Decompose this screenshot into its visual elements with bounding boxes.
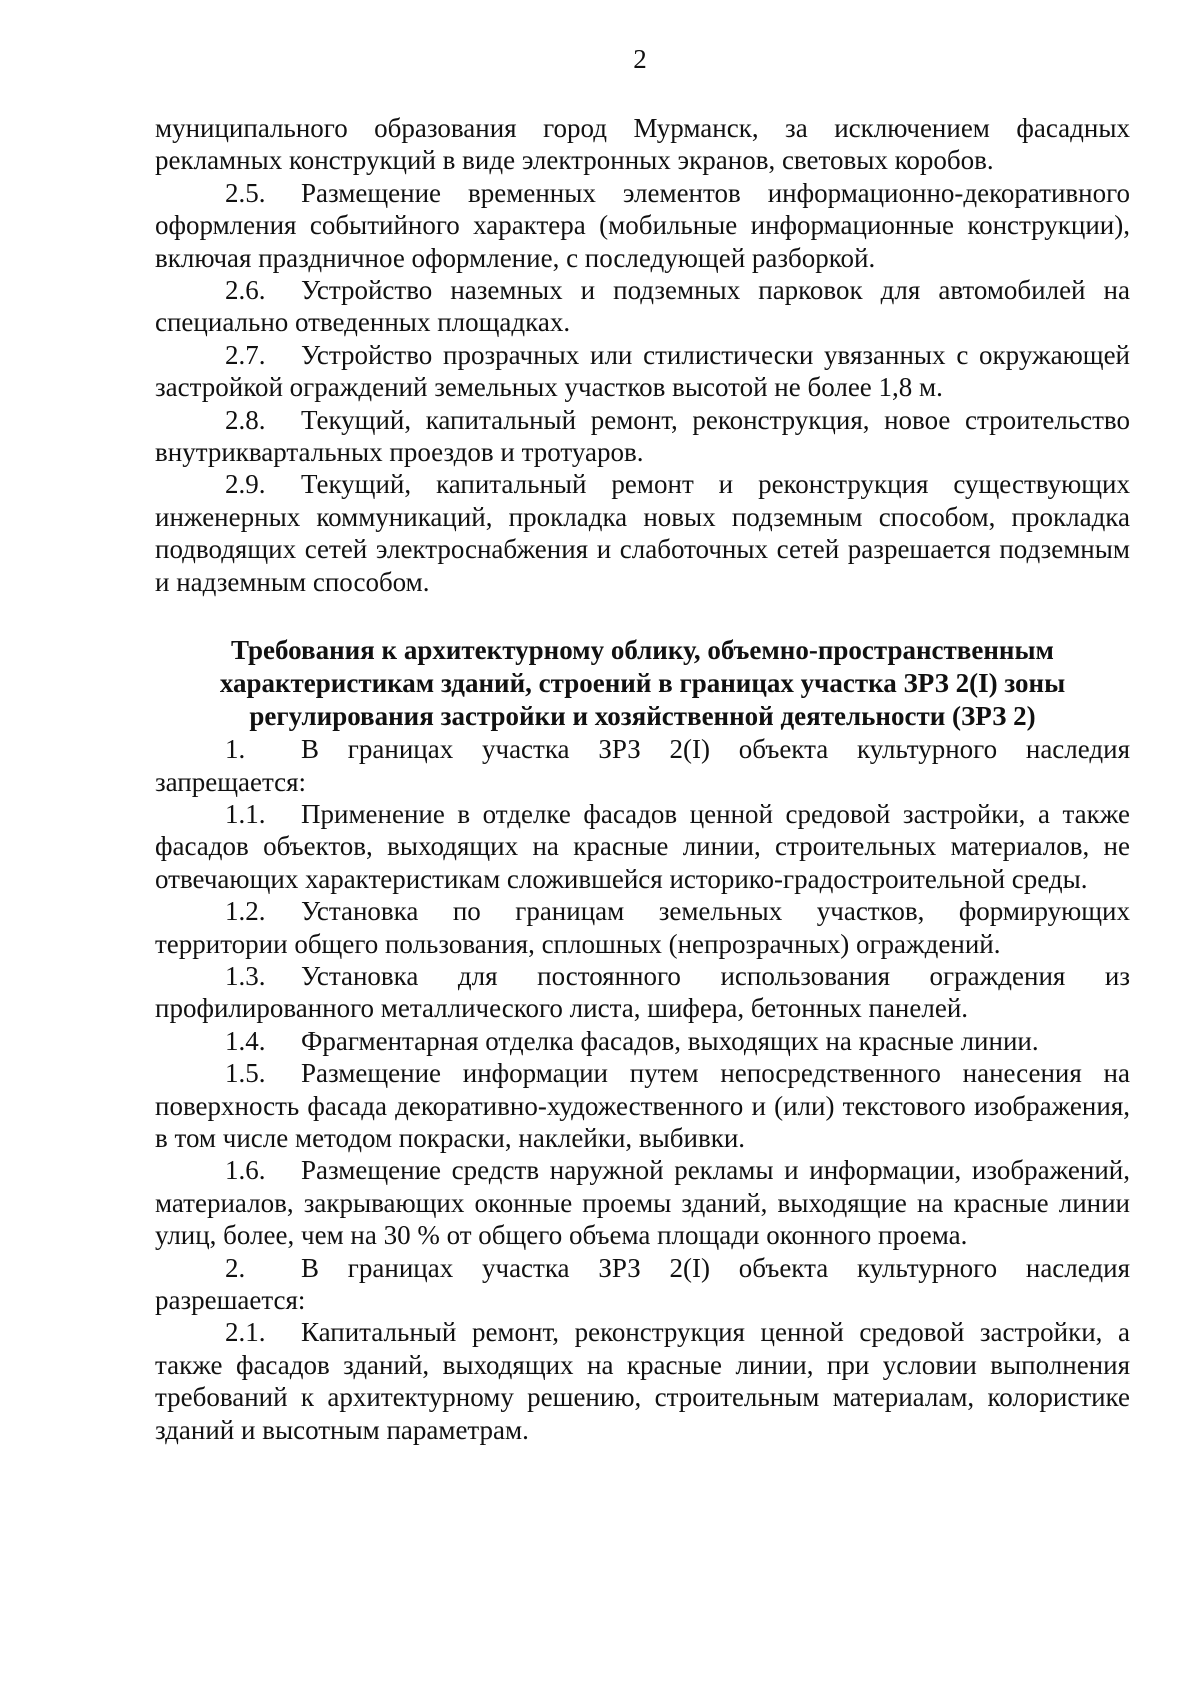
item-text: В границах участка ЗРЗ 2(I) объекта культурного наследия запрещается: <box>155 734 1130 797</box>
item-number: 2. <box>225 1252 246 1283</box>
item-text: Установка по границам земельных участков, формирующих территории общего пользования, сплошных (непрозрачных) ограждений. <box>155 896 1130 959</box>
heading-line: Требования к архитектурному облику, объемно-пространственным <box>231 635 1054 666</box>
page-number: 2 <box>633 44 647 74</box>
section-heading <box>155 634 1130 733</box>
item-text: Текущий, капитальный ремонт, реконструкция, новое строительство внутриквартальных проездов и тротуаров. <box>155 404 1130 468</box>
paragraph-1-3 <box>155 960 1130 1025</box>
item-number: 1.2. <box>225 896 266 927</box>
item-text: Капитальный ремонт, реконструкция ценной средовой застройки, а также фасадов зданий, выходящих на красные линии, при условии выполнения требований к архитектурному решению, строительным материалам, колористике зданий и высотным параметрам. <box>155 1317 1130 1445</box>
item-number: 1.5. <box>225 1058 266 1089</box>
item-number: 2.5. <box>225 177 266 208</box>
item-number: 1.3. <box>225 960 266 991</box>
paragraph-1-1 <box>155 798 1130 895</box>
item-number: 1.4. <box>225 1025 266 1056</box>
heading-line: регулирования застройки и хозяйственной деятельности (ЗРЗ 2) <box>249 701 1036 732</box>
paragraph-1-2 <box>155 895 1130 960</box>
paragraph-2-6 <box>155 274 1130 339</box>
paragraph-1-5 <box>155 1057 1130 1154</box>
item-number: 1.6. <box>225 1155 266 1186</box>
paragraph-2-1 <box>155 1316 1130 1446</box>
item-number: 2.6. <box>225 275 266 306</box>
item-text: Размещение информации путем непосредственного нанесения на поверхность фасада декоративно-художественного и (или) текстового изображения, в том числе методом покраски, наклейки, выбивки. <box>155 1058 1130 1153</box>
item-number: 2.9. <box>225 469 266 500</box>
item-number: 2.1. <box>225 1317 266 1348</box>
item-text: Устройство наземных и подземных парковок для автомобилей на специально отведенных площадках. <box>155 275 1130 338</box>
item-text: Установка для постоянного использования ограждения из профилированного металлического листа, шифера, бетонных панелей. <box>155 960 1130 1024</box>
paragraph-2 <box>155 1252 1130 1317</box>
item-text: Применение в отделке фасадов ценной средовой застройки, а также фасадов объектов, выходящих на красные линии, строительных материалов, не отвечающих характеристикам сложившейся историко-градостроительной среды. <box>155 798 1130 894</box>
paragraph-2-8 <box>155 404 1130 469</box>
item-number: 1. <box>225 734 246 765</box>
heading-line: характеристикам зданий, строений в границах участка ЗРЗ 2(I) зоны <box>219 668 1066 699</box>
item-text: Фрагментарная отделка фасадов, выходящих на красные линии. <box>301 1025 1039 1056</box>
paragraph-2-5 <box>155 177 1130 274</box>
item-text: Размещение временных элементов информационно-декоративного оформления событийного характера (мобильные информационные конструкции), включая праздничное оформление, с последующей разборкой. <box>155 177 1130 273</box>
paragraph-1-6 <box>155 1154 1130 1251</box>
item-number: 2.7. <box>225 339 266 370</box>
intro-paragraph: муниципального образования город Мурманск, за исключением фасадных рекламных конструкций в виде электронных экранов, световых коробов. <box>155 113 1130 176</box>
paragraph-2-9 <box>155 468 1130 598</box>
document-body <box>155 112 1130 1446</box>
item-number: 1.1. <box>225 798 266 829</box>
item-text: Размещение средств наружной рекламы и информации, изображений, материалов, закрывающих оконные проемы зданий, выходящие на красные линии улиц, более, чем на 30 % от общего объема площади оконного проема. <box>155 1155 1130 1251</box>
paragraph-1 <box>155 733 1130 798</box>
item-text: В границах участка ЗРЗ 2(I) объекта культурного наследия разрешается: <box>155 1252 1130 1315</box>
item-number: 2.8. <box>225 404 266 435</box>
paragraph-1-4 <box>155 1025 1130 1057</box>
paragraph-2-7 <box>155 339 1130 404</box>
item-text: Устройство прозрачных или стилистически увязанных с окружающей застройкой ограждений земельных участков высотой не более 1,8 м. <box>155 339 1130 403</box>
item-text: Текущий, капитальный ремонт и реконструкция существующих инженерных коммуникаций, прокладка новых подземным способом, прокладка подводящих сетей электроснабжения и слаботочных сетей разрешается подземным и надземным способом. <box>155 469 1130 597</box>
